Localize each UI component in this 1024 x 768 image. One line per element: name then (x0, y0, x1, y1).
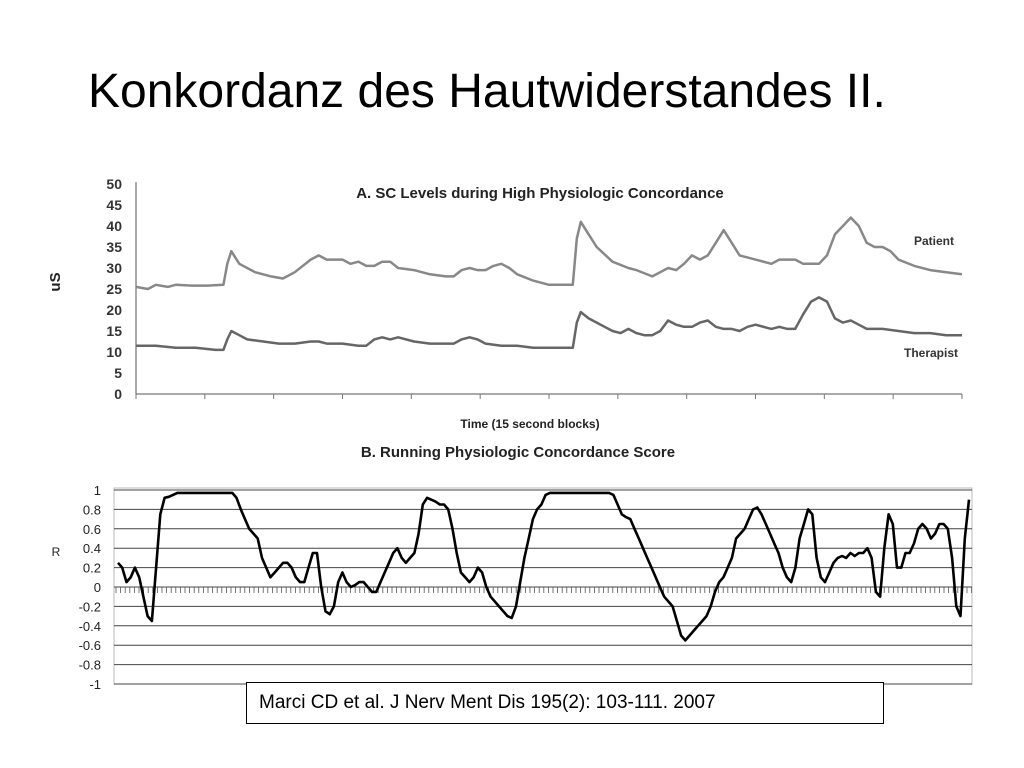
chart-a-ytick-label: 35 (106, 239, 122, 255)
chart-a-ytick-label: 30 (106, 260, 122, 276)
chart-b-plot-border (114, 488, 972, 684)
chart-a-ytick-label: 40 (106, 218, 122, 234)
chart-b-ytick-label: 0.2 (82, 560, 101, 576)
chart-b-ytick-label: -0.4 (78, 618, 101, 634)
chart-b-ytick-label: -0.6 (78, 638, 101, 654)
chart-a-ytick-label: 5 (114, 365, 122, 381)
chart-b-ylabel: R (51, 545, 61, 559)
chart-a-ylabel: uS (47, 272, 64, 292)
chart-b-ytick-label: -1 (89, 677, 101, 692)
chart-a-ytick-label: 50 (106, 176, 122, 192)
chart-a-series-patient-line (136, 218, 962, 289)
chart-a-ytick-label: 10 (106, 344, 122, 360)
chart-a-series-therapist-line (136, 297, 962, 350)
chart-a (47, 176, 962, 431)
chart-b-ytick-label: -0.8 (78, 657, 101, 673)
chart-b-ytick-label: -0.2 (78, 599, 101, 615)
chart-a-ytick-label: 0 (114, 386, 122, 402)
chart-b-title: B. Running Physiologic Concordance Score (360, 444, 676, 461)
chart-b-ytick-label: 0 (93, 580, 101, 595)
citation-box (246, 682, 884, 724)
chart-a-legend-patient: Patient (914, 234, 955, 248)
citation-text: Marci CD et al. J Nerv Ment Dis 195(2): 103-111. 2007 (259, 692, 716, 713)
chart-a-ytick-label: 25 (106, 281, 122, 297)
chart-b (52, 444, 972, 692)
chart-a-xlabel: Time (15 second blocks) (460, 417, 600, 431)
chart-a-ytick-label: 45 (106, 197, 122, 213)
chart-b-concordance-line (118, 493, 969, 641)
slide-title: Konkordanz des Hautwiderstandes II. (88, 65, 886, 118)
chart-b-ytick-label: 0.8 (82, 502, 101, 518)
chart-a-title: A. SC Levels during High Physiologic Concordance (356, 185, 724, 202)
chart-b-ytick-label: 0.6 (82, 521, 101, 537)
chart-a-ytick-label: 20 (106, 302, 122, 318)
chart-a-ytick-label: 15 (106, 323, 122, 339)
chart-b-ytick-label: 0.4 (82, 541, 101, 557)
chart-a-legend-therapist: Therapist (904, 346, 959, 360)
chart-b-ytick-label: 1 (93, 483, 101, 498)
